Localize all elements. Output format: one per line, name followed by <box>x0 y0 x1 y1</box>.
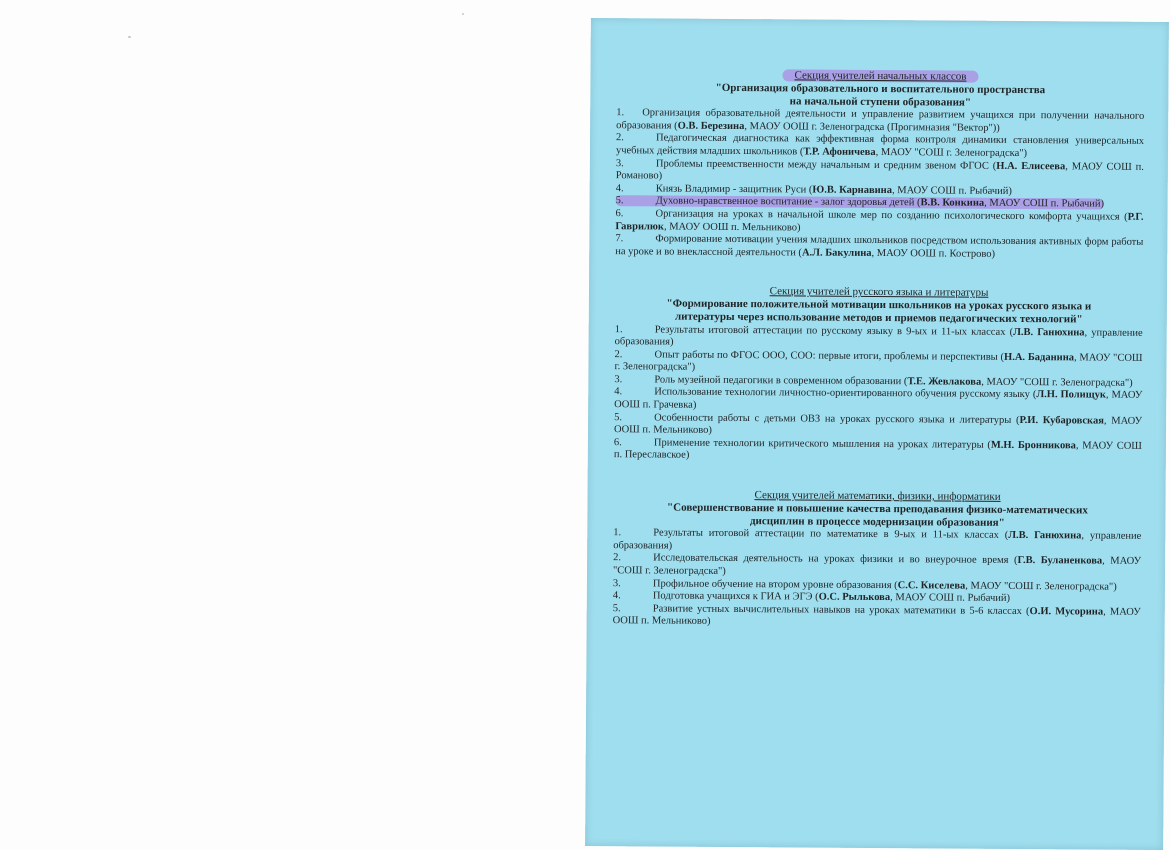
section-title-text: Секция учителей русского языка и литературы <box>769 285 989 300</box>
agenda-item <box>613 603 1141 632</box>
item-school: , МАОУ "СОШ г. Зеленоградска") <box>981 376 1133 389</box>
agenda-item <box>614 437 1142 466</box>
item-topic: Роль музейной педагогики в современном образовании ( <box>654 374 908 388</box>
section-theme-line: дисциплин в процессе модернизации образования" <box>749 514 1005 529</box>
item-school: , МАОУ СОШ п. Романово) <box>615 160 1144 182</box>
item-topic: Опыт работы по ФГОС ООО, СОО: первые итоги, проблемы и перспективы ( <box>654 349 1005 363</box>
agenda-item-body <box>614 349 1142 373</box>
item-number: 5. <box>615 195 624 207</box>
section-theme-line: "Формирование положительной мотивации школьников на уроках русского языка и <box>666 297 1092 313</box>
agenda-item-body <box>614 437 1142 461</box>
item-school: , управление образования) <box>613 530 1142 552</box>
agenda-item-body <box>614 412 1142 436</box>
agenda-item-body <box>613 590 1010 604</box>
item-school: , МАОУ ООШ п. Грачевка) <box>614 390 1143 411</box>
agenda-item-body <box>616 158 1144 182</box>
item-topic: Организация образовательной деятельности и управление развитием учащихся при получении начального образования ( <box>616 107 1145 132</box>
item-author: Л.Н. Полищук <box>1036 389 1106 402</box>
paper-speck <box>462 13 464 15</box>
agenda-item <box>616 133 1144 162</box>
agenda-item-body <box>616 133 1144 159</box>
item-author: Н.А. Баданина <box>1004 351 1075 364</box>
item-school: , МАОУ ООШ п. Мельниково) <box>613 415 1143 437</box>
item-author: О.И. Мусорина <box>1029 605 1104 618</box>
item-author: Г.В. Буланенкова <box>1017 555 1103 567</box>
item-author: О.В. Березина <box>677 120 745 132</box>
item-number: 4. <box>612 590 621 602</box>
item-number: 2. <box>616 132 624 144</box>
item-number: 1. <box>616 107 625 119</box>
section-theme <box>622 81 1138 110</box>
item-school: , МАОУ СОШ п. Рыбачий) <box>890 592 1011 605</box>
section-theme-line: литературы через использование методов и приемов педагогических технологий" <box>674 310 1083 326</box>
section-theme-line: на начальной ступени образования" <box>789 94 972 109</box>
item-school: , МАОУ СОШ п. Рыбачий) <box>984 198 1105 210</box>
section-1 <box>615 68 1144 262</box>
item-school: , МАОУ "СОШ г. Зеленоградска") <box>965 580 1117 593</box>
agenda-item <box>616 107 1144 136</box>
item-topic: Применение технологии критического мышления на уроках литературы ( <box>653 437 991 451</box>
item-topic: Результаты итоговой аттестации по русскому языку в 9-ых и 11-ых классах ( <box>654 323 1014 338</box>
item-author: Л.В. Ганюхина <box>1013 326 1085 338</box>
section-title-text: Секция учителей начальных классов <box>782 69 978 82</box>
item-author: Т.Р. Афоничева <box>803 146 876 158</box>
item-number: 1. <box>613 527 622 539</box>
item-author: Л.В. Ганюхина <box>1008 530 1082 542</box>
item-number: 6. <box>613 437 622 449</box>
item-topic: Исследовательская деятельность на уроках физики и во внеурочное время ( <box>653 552 1018 567</box>
section-theme <box>619 501 1135 530</box>
agenda-item <box>616 158 1144 187</box>
item-topic: Развитие устных вычислительных навыков на уроках математики в 5-6 классах ( <box>652 603 1030 617</box>
agenda-item-body <box>615 324 1143 348</box>
item-school: , МАОУ "СОШ г. Зеленоградска") <box>875 146 1028 160</box>
item-topic: Подготовка учащихся к ГИА и ЭГЭ ( <box>652 590 819 603</box>
item-school: , МАОУ СОШ п. Рыбачий) <box>891 184 1012 197</box>
item-author: Р.Г. Гаврилюк <box>615 211 1144 233</box>
item-number: 6. <box>615 208 624 220</box>
item-school: , МАОУ "СОШ г. Зеленоградска") <box>613 555 1142 577</box>
item-number: 3. <box>614 374 623 386</box>
item-author: Т.Е. Жевлакова <box>907 376 982 388</box>
agenda-item-body <box>615 233 1143 259</box>
item-number: 1. <box>614 323 623 335</box>
agenda-item-body <box>613 553 1141 577</box>
item-author: А.Л. Бакулина <box>801 247 872 259</box>
item-topic: Использование технологии личностно-ориентированного обучения русскому языку ( <box>654 386 1037 401</box>
item-author: С.С. Киселева <box>897 579 966 592</box>
agenda-item-body <box>616 183 1012 197</box>
paper-speck <box>128 36 131 38</box>
agenda-item <box>615 233 1143 262</box>
item-school: , МАОУ ООШ п. Мельниково) <box>663 221 801 233</box>
section-title-text: Секция учителей математики, физики, информатики <box>754 489 1001 503</box>
item-number: 2. <box>614 348 623 360</box>
item-school: , МАОУ СОШ п. Переславское) <box>613 440 1142 462</box>
agenda-item <box>615 324 1143 353</box>
item-number: 5. <box>614 411 623 423</box>
item-topic: Организация на уроках в начальной школе мер по созданию психологического комфорта учащихся ( <box>655 208 1128 223</box>
item-school: , МАОУ ООШ п. Мельниково) <box>612 606 1141 628</box>
item-topic: Результаты итоговой аттестации по математике в 9-ых и 11-ых классах ( <box>653 527 1009 542</box>
item-school: , МАОУ ООШ п. Кострово) <box>871 247 996 260</box>
item-author: О.С. Рылькова <box>818 591 891 604</box>
agenda-item <box>613 553 1141 582</box>
section-2 <box>614 284 1143 465</box>
item-topic: Педагогическая диагностика как эффективная форма контроля динамики становления универсальных учебных действия младших школьников ( <box>615 132 1145 158</box>
item-number: 2. <box>613 552 622 564</box>
agenda-item <box>614 412 1142 441</box>
item-author: Р.И. Кубаровская <box>1019 414 1104 427</box>
document-content <box>613 68 1145 632</box>
item-school: , МАОУ ООШ г. Зеленоградска (Прогимназия "Вектор")) <box>744 120 1000 134</box>
item-number: 5. <box>612 602 621 614</box>
item-topic: Особенности работы с детьми ОВЗ на уроках русского языка и литературы ( <box>654 412 1020 426</box>
item-topic: Формирование мотивации учения младших школьников посредством использования активных форм работы на уроке и во внеклассной деятельности ( <box>615 233 1144 259</box>
item-number: 4. <box>614 386 623 398</box>
item-school: , управление образования) <box>614 326 1143 348</box>
item-school: , МАОУ "СОШ г. Зеленоградска") <box>614 352 1143 374</box>
section-theme-line: "Организация образовательного и воспитательного пространства <box>715 81 1046 97</box>
agenda-item-body <box>613 603 1141 627</box>
agenda-item <box>614 387 1142 416</box>
agenda-item-body <box>615 208 1143 233</box>
section-theme <box>621 298 1137 327</box>
section-theme-line: "Совершенствование и повышение качества преподавания физико-математических <box>667 501 1088 517</box>
item-number: 4. <box>615 182 624 194</box>
section-3 <box>613 488 1142 632</box>
item-number: 3. <box>615 157 624 169</box>
item-author: В.В. Конкина <box>920 197 985 210</box>
item-topic: Проблемы преемственности между начальным и средним звеном ФГОС ( <box>655 158 997 172</box>
agenda-item <box>614 349 1142 378</box>
item-author: Ю.В. Карнавина <box>812 184 893 196</box>
item-number: 7. <box>615 233 624 245</box>
agenda-item-body <box>616 107 1144 133</box>
item-topic: Профильное обучение на втором уровне образования ( <box>652 578 898 591</box>
item-topic: Князь Владимир - защитник Руси ( <box>655 183 813 196</box>
agenda-item <box>615 208 1143 237</box>
item-number: 3. <box>612 577 621 589</box>
agenda-item <box>613 527 1141 556</box>
agenda-item-body <box>613 527 1141 551</box>
item-topic: Духовно-нравственное воспитание - залог здоровья детей ( <box>655 195 921 209</box>
agenda-item-body <box>614 387 1142 411</box>
item-author: Н.А. Елисеева <box>996 160 1066 172</box>
item-author: М.Н. Бронникова <box>990 439 1076 452</box>
document-page <box>585 18 1169 850</box>
